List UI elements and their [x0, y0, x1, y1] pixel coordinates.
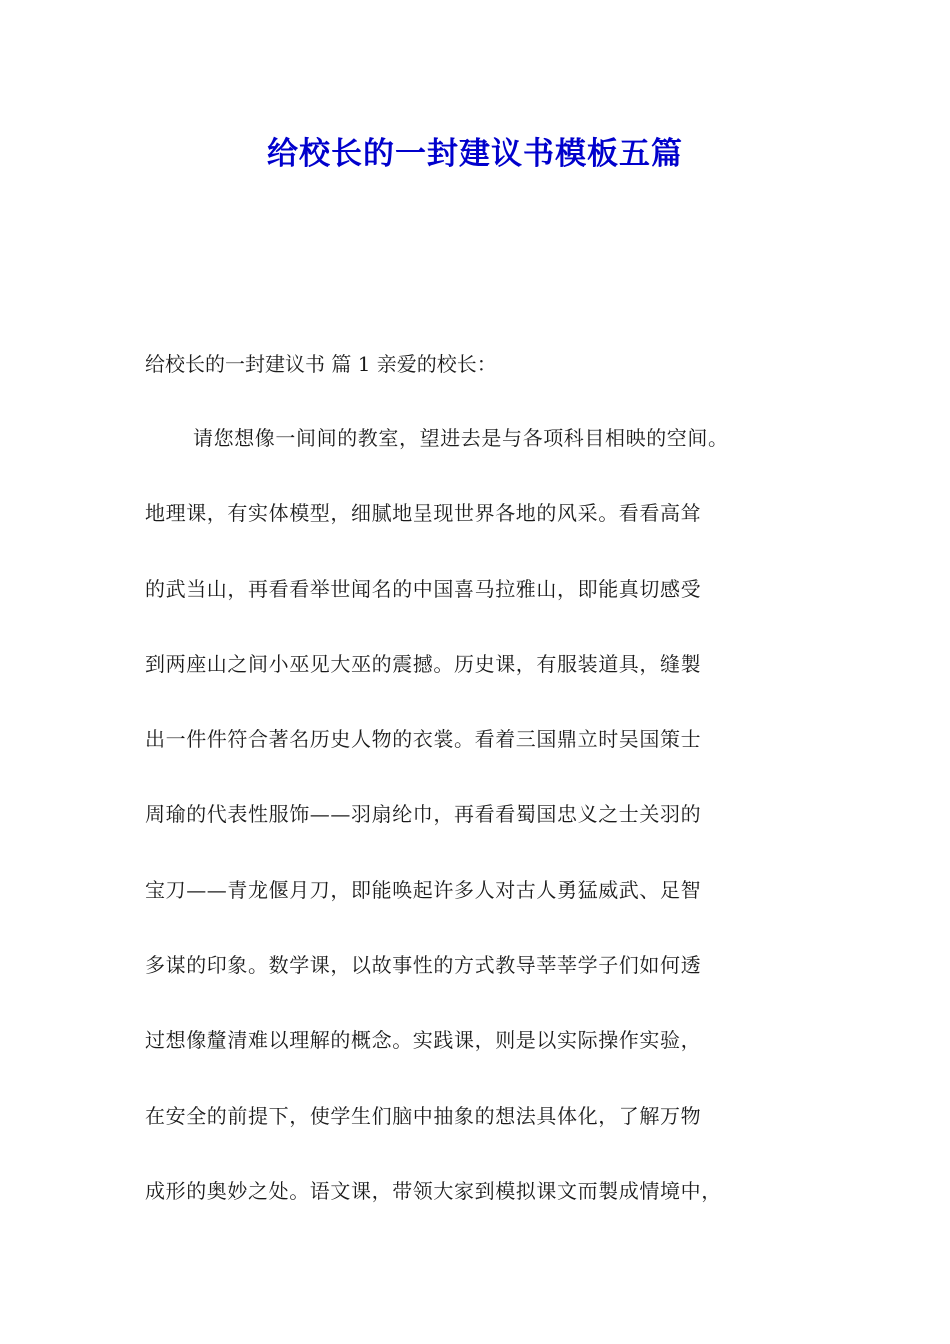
body-line: 出一件件符合著名历史人物的衣裳。看着三国鼎立时吴国策士: [145, 727, 702, 752]
body-line: 到两座山之间小巫见大巫的震撼。历史课，有服装道具，缝製: [145, 651, 702, 676]
document-title: 给校长的一封建议书模板五篇: [267, 136, 683, 172]
body-line: 成形的奥妙之处。语文课，带领大家到模拟课文而製成情境中，: [145, 1178, 722, 1203]
body-line: 周瑜的代表性服饰——羽扇纶巾，再看看蜀国忠义之士关羽的: [145, 802, 702, 827]
body-line: 的武当山，再看看举世闻名的中国喜马拉雅山，即能真切感受: [145, 576, 702, 601]
body-line: 多谋的印象。数学课，以故事性的方式教导莘莘学子们如何透: [145, 953, 702, 978]
body-line: 过想像釐清难以理解的概念。实践课，则是以实际操作实验，: [145, 1028, 702, 1053]
body-line: 在安全的前提下，使学生们脑中抽象的想法具体化，了解万物: [145, 1103, 702, 1128]
letter-heading: 给校长的一封建议书 篇 1 亲爱的校长：: [145, 352, 497, 376]
body-line: 地理课，有实体模型，细腻地呈现世界各地的风采。看看高耸: [145, 501, 702, 526]
body-line: 宝刀——青龙偃月刀，即能唤起许多人对古人勇猛威武、足智: [145, 877, 702, 902]
body-line: 请您想像一间间的教室，望进去是与各项科目相映的空间。: [193, 426, 729, 450]
letter-body: [145, 420, 825, 1248]
